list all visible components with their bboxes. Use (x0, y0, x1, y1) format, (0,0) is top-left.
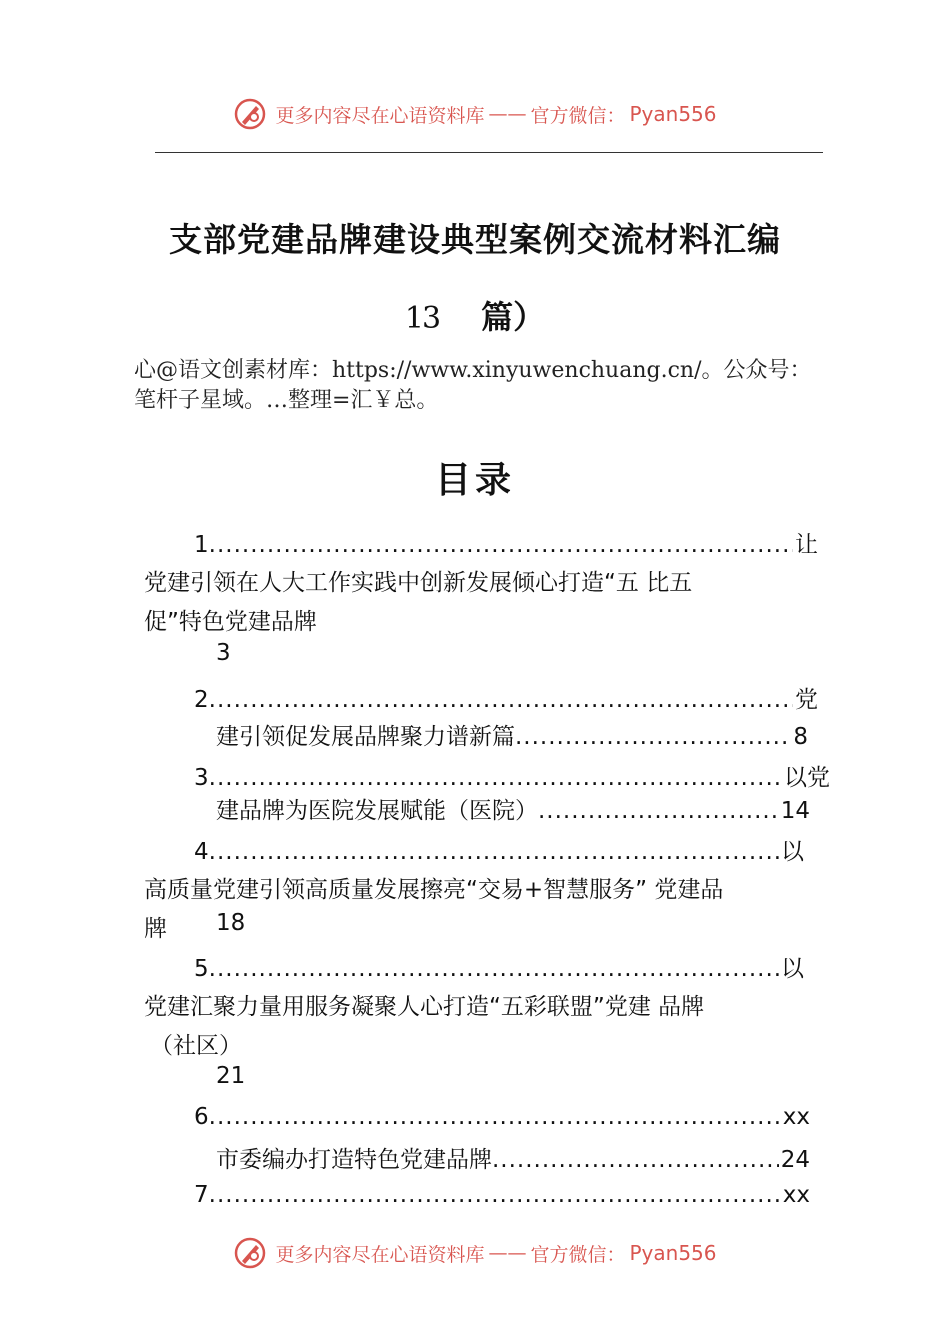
toc-entry-4-line-1[interactable]: 高质量党建引领高质量发展擦亮“交易+智慧服务” 党建品 (144, 877, 724, 903)
toc-entry-3-page: 14 (780, 798, 810, 824)
document-title: 支部党建品牌建设典型案例交流材料汇编 (169, 220, 781, 259)
toc-entry-5-line-2[interactable]: （社区） (150, 1033, 242, 1059)
toc-entry-2-title-row[interactable] (216, 718, 808, 751)
toc-entry-1-lead-text: 让 (795, 532, 818, 558)
toc-entry-6-lead-text: xx (782, 1104, 810, 1130)
logo-pen-icon (233, 97, 267, 131)
toc-leader-dots (209, 765, 782, 791)
watermark-site-text: 更多内容尽在心语资料库 (275, 1243, 485, 1266)
toc-entry-6-lead[interactable] (194, 1104, 810, 1130)
toc-entry-5-lead-text: 以 (781, 956, 804, 982)
document-subtitle (0, 292, 950, 338)
watermark-wechat-id: Pyan556 (629, 102, 717, 126)
toc-entry-4-lead-text: 以 (781, 839, 804, 865)
toc-entry-6-title: 市委编办打造特色党建品牌 (216, 1147, 492, 1173)
toc-entry-4-page: 18 (216, 910, 246, 936)
toc-entry-1-line-1[interactable]: 党建引领在人大工作实践中创新发展倾心打造“五 比五 (144, 570, 693, 596)
toc-entry-7-lead-text: xx (782, 1182, 810, 1208)
toc-leader-dots (538, 798, 779, 824)
footer-watermark (0, 1231, 950, 1275)
toc-entry-2-lead[interactable] (194, 681, 818, 714)
toc-entry-3-title: 建品牌为医院发展赋能（医院） (216, 798, 538, 824)
toc-entry-4-lead[interactable] (194, 833, 804, 866)
toc-entry-6-number: 6 (194, 1104, 209, 1130)
toc-entry-5-page: 21 (216, 1063, 246, 1089)
toc-entry-3-title-row[interactable] (216, 792, 810, 825)
header-watermark (0, 92, 950, 136)
toc-entry-4-line-2[interactable]: 牌 (144, 916, 167, 942)
toc-entry-3-lead-text: 以党 (784, 765, 830, 791)
toc-entry-3-number: 3 (194, 765, 209, 791)
toc-entry-1-number: 1 (194, 532, 209, 558)
toc-entry-1-page: 3 (216, 640, 231, 666)
header-divider (155, 152, 823, 153)
toc-entry-2-lead-text: 党 (795, 687, 818, 713)
toc-leader-dots (492, 1147, 779, 1173)
toc-leader-dots (209, 1104, 781, 1130)
toc-entry-4-number: 4 (194, 839, 209, 865)
toc-entry-5-line-1[interactable]: 党建汇聚力量用服务凝聚人心打造“五彩联盟”党建 品牌 (144, 994, 705, 1020)
toc-entry-6-title-row[interactable] (216, 1141, 810, 1174)
source-note (134, 356, 854, 416)
toc-leader-dots (209, 532, 793, 558)
toc-leader-dots (209, 956, 779, 982)
toc-entry-2-page: 8 (793, 724, 808, 750)
toc-leader-dots (209, 1182, 781, 1208)
toc-entry-1-lead[interactable] (194, 526, 818, 559)
logo-pen-icon (233, 1236, 267, 1270)
toc-entry-2-title: 建引领促发展品牌聚力谱新篇 (216, 724, 515, 750)
toc-entry-5-number: 5 (194, 956, 209, 982)
toc-entry-1-line-2[interactable]: 促”特色党建品牌 (144, 609, 317, 635)
toc-entry-6-page: 24 (780, 1147, 810, 1173)
toc-entry-7-number: 7 (194, 1182, 209, 1208)
watermark-site-text: 更多内容尽在心语资料库 (275, 104, 485, 127)
toc-entry-2-number: 2 (194, 687, 209, 713)
watermark-wechat-id: Pyan556 (629, 1241, 717, 1265)
toc-leader-dots (209, 839, 779, 865)
subtitle-count: 13 (404, 301, 440, 336)
toc-heading: 目录 (434, 459, 515, 501)
toc-entry-3-lead[interactable] (194, 759, 830, 792)
toc-entry-5-lead[interactable] (194, 950, 804, 983)
watermark-separator: —— (488, 1242, 527, 1264)
watermark-official-label: 官方微信： (530, 1243, 626, 1266)
toc-leader-dots (209, 687, 793, 713)
source-line-2: 笔杆子星域。…整理=汇￥总。 (134, 388, 439, 413)
source-line-1: 心@语文创素材库：https://www.xinyuwenchuang.cn/。公众号： (134, 358, 812, 383)
toc-entry-7-lead[interactable] (194, 1182, 810, 1208)
watermark-official-label: 官方微信： (530, 104, 626, 127)
watermark-separator: —— (488, 103, 527, 125)
toc-leader-dots (515, 724, 791, 750)
subtitle-suffix: 篇） (481, 298, 546, 336)
